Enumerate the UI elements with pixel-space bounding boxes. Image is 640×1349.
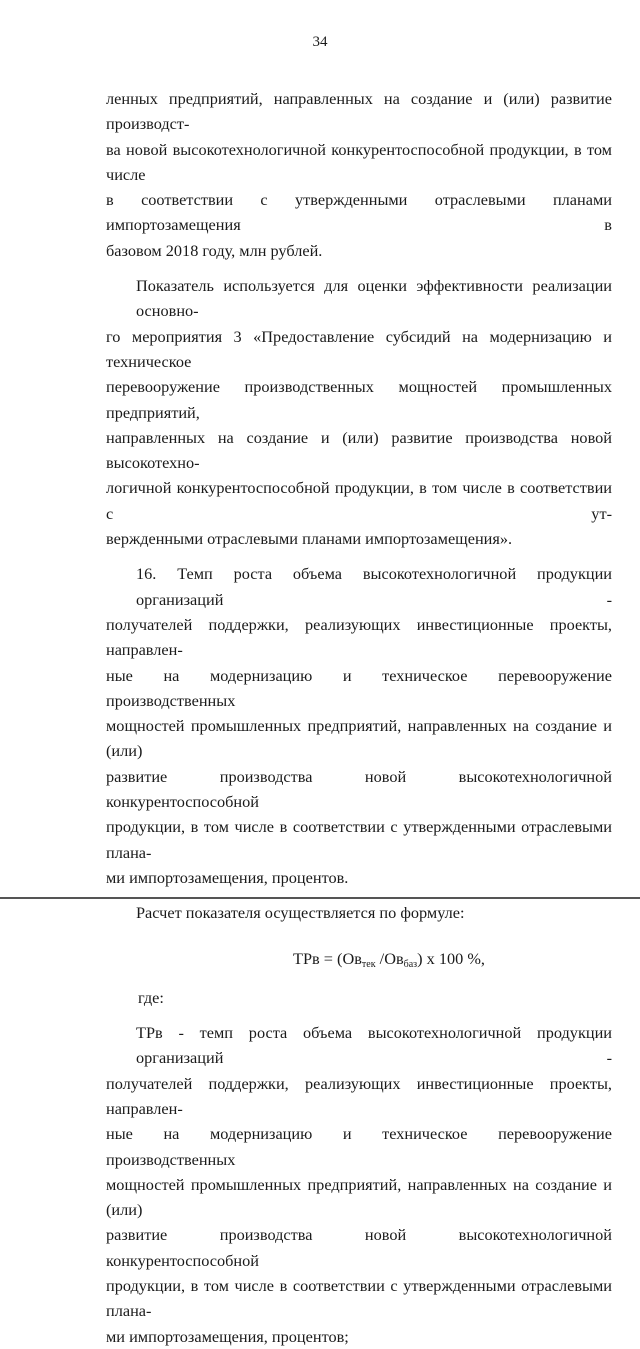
- formula-rhs: ) х 100 %,: [417, 948, 485, 968]
- text-line: развитие производства новой высокотехнологичной конкурентоспособной: [106, 1225, 612, 1270]
- document-body: [106, 86, 612, 1349]
- bottom-scan-edge: [0, 897, 640, 899]
- text-line: ми импортозамещения, процентов;: [106, 1326, 349, 1346]
- text-line: продукции, в том числе в соответствии с утвержденными отраслевыми плана-: [106, 817, 612, 862]
- formula-mid: /Ов: [375, 948, 404, 968]
- text-line: перевооружение производственных мощностей промышленных предприятий,: [106, 377, 612, 422]
- text-line: ва новой высокотехнологичной конкурентоспособной продукции, в том числе: [106, 139, 612, 184]
- text-line: направленных на создание и (или) развитие производства новой высокотехно-: [106, 427, 612, 473]
- where-label: где:: [138, 987, 164, 1007]
- page-number: 34: [312, 34, 328, 50]
- text-line: продукции, в том числе в соответствии с утвержденными отраслевыми плана-: [106, 1276, 612, 1321]
- text-line: 16. Темп роста объема высокотехнологичной продукции организаций -: [136, 564, 612, 609]
- text-line: ные на модернизацию и техническое перевооружение производственных: [106, 665, 612, 710]
- formula-subscript-base: баз: [403, 958, 418, 970]
- text-line: ленных предприятий, направленных на создание и (или) развитие производст-: [106, 89, 612, 134]
- formula: [106, 946, 612, 971]
- text-line: развитие производства новой высокотехнологичной конкурентоспособной: [106, 766, 612, 812]
- paragraph-continuation: [106, 86, 612, 263]
- text-line: мощностей промышленных предприятий, направленных на создание и (или): [106, 716, 612, 761]
- formula-subscript-current: тек: [361, 958, 376, 970]
- text-line: го мероприятия 3 «Предоставление субсидий на модернизацию и техническое: [106, 326, 612, 371]
- text-line: базовом 2018 году, млн рублей.: [106, 240, 323, 260]
- text-line: ные на модернизацию и техническое перевооружение производственных: [106, 1124, 612, 1169]
- paragraph-indicator-usage: [106, 273, 612, 551]
- text-line: мощностей промышленных предприятий, направленных на создание и (или): [106, 1174, 612, 1220]
- text-line: ТРв - темп роста объема высокотехнологичной продукции организаций -: [136, 1023, 612, 1068]
- formula-lhs: ТРв = (Ов: [293, 948, 362, 968]
- text-line: Показатель используется для оценки эффективности реализации основно-: [136, 276, 612, 321]
- text-line: ми импортозамещения, процентов.: [106, 867, 349, 887]
- paragraph-definition: [106, 1020, 612, 1349]
- text-line: получателей поддержки, реализующих инвестиционные проекты, направлен-: [106, 1073, 612, 1118]
- text-line: вержденными отраслевыми планами импортозамещения».: [106, 529, 513, 549]
- paragraph-item-16: [106, 561, 612, 890]
- text-line: получателей поддержки, реализующих инвестиционные проекты, направлен-: [106, 614, 612, 660]
- text-line: Расчет показателя осуществляется по формуле:: [136, 903, 465, 923]
- text-line: логичной конкурентоспособной продукции, в том числе в соответствии с ут-: [106, 478, 612, 523]
- text-line: в соответствии с утвержденными отраслевыми планами импортозамещения в: [106, 190, 612, 235]
- paragraph-calculation: [106, 900, 612, 925]
